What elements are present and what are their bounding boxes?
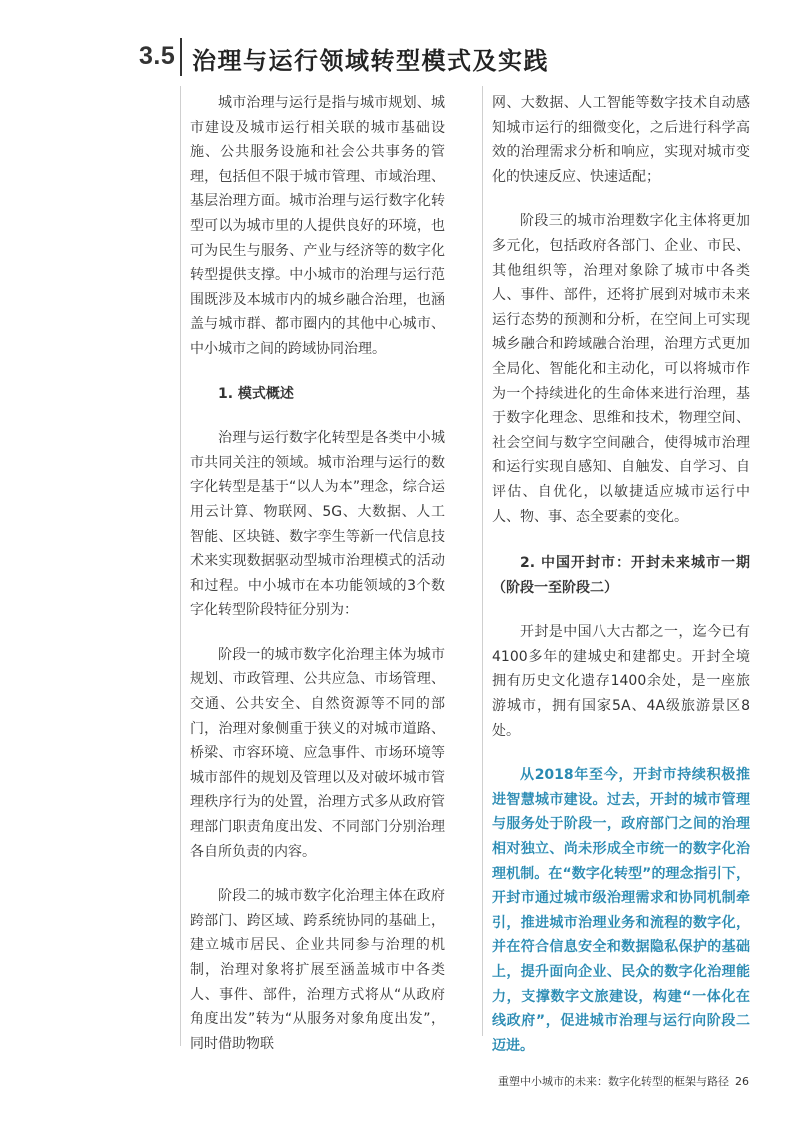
section-header xyxy=(0,38,793,78)
stage1-paragraph: 阶段一的城市数字化治理主体为城市规划、市政管理、公共应急、市场管理、交通、公共安全、自然资源等不同的部门，治理对象侧重于狭义的对城市道路、桥梁、市容环境、应急事件、市场环境等城市部件的规划及管理以及对破坏城市管理秩序行为的处置，治理方式多从政府管理部门职责角度出发、不同部门分别治理各自所负责的内容。 xyxy=(190,646,445,860)
right-column xyxy=(492,91,750,1058)
stage2-paragraph: 阶段二的城市数字化治理主体在政府跨部门、跨区域、跨系统协同的基础上，建立城市居民、企业共同参与治理的机制，治理对象将扩展至涵盖城市中各类人、事件、部件，治理方式将从“从政府角度出发”转为“从服务对象角度出发”，同时借助物联 xyxy=(190,888,445,1052)
page-footer xyxy=(498,1073,749,1089)
kaifeng-highlight-paragraph: 从2018年至今，开封市持续积极推进智慧城市建设。过去，开封的城市管理与服务处于阶段一，政府部门之间的治理相对独立、尚未形成全市统一的数字化治理机制。在“数字化转型”的理念指引下，开封市通过城市级治理需求和协同机制牵引，推进城市治理业务和流程的数字化，并在符合信息安全和数据隐私保护的基础上，提升面向企业、民众的数字化治理能力，支撑数字文旅建设，构建“一体化在线政府”，促进城市治理与运行向阶段二迈进。 xyxy=(492,767,750,1054)
kaifeng-intro-paragraph: 开封是中国八大古都之一，迄今已有4100多年的建城史和建都史。开封全境拥有历史文化遗存1400余处，是一座旅游城市，拥有国家5A、4A级旅游景区8处。 xyxy=(492,624,750,739)
intro-paragraph: 城市治理与运行是指与城市规划、城市建设及城市运行相关联的城市基础设施、公共服务设施和社会公共事务的管理，包括但不限于城市管理、市域治理、基层治理方面。城市治理与运行数字化转型可以为城市里的人提供良好的环境，也可为民生与服务、产业与经济等的数字化转型提供支撑。中小城市的治理与运行范围既涉及本城市内的城乡融合治理，也涵盖与城市群、都市圈内的其他中心城市、中小城市之间的跨域协同治理。 xyxy=(190,95,445,357)
stage2-continued-paragraph: 网、大数据、人工智能等数字技术自动感知城市运行的细微变化，之后进行科学高效的治理需求分析和响应，实现对城市变化的快速反应、快速适配； xyxy=(492,95,750,185)
heading-mode-overview: 1. 模式概述 xyxy=(218,385,294,402)
overview-paragraph: 治理与运行数字化转型是各类中小城市共同关注的领域。城市治理与运行的数字化转型是基于“以人为本”理念，综合运用云计算、物联网、5G、大数据、人工智能、区块链、数字孪生等新一代信息技术来实现数据驱动型城市治理模式的活动和过程。中小城市在本功能领域的3个数字化转型阶段特征分别为： xyxy=(190,430,445,619)
section-number: 3.5 xyxy=(139,42,176,70)
section-title: 治理与运行领域转型模式及实践 xyxy=(192,47,549,75)
right-column-rule xyxy=(482,86,483,1036)
stage3-paragraph: 阶段三的城市治理数字化主体将更加多元化，包括政府各部门、企业、市民、其他组织等，治理对象除了城市中各类人、事件、部件，还将扩展到对城市未来运行态势的预测和分析，在空间上可实现城乡融合和跨域融合治理，治理方式更加全局化、智能化和主动化，可以将城市作为一个持续进化的生命体来进行治理，基于数字化理念、思维和技术，物理空间、社会空间与数字空间融合，使得城市治理和运行实现自感知、自触发、自学习、自评估、自优化，以敏捷适应城市运行中人、物、事、态全要素的变化。 xyxy=(492,213,750,525)
left-column xyxy=(190,91,445,1056)
page-number: 26 xyxy=(735,1075,749,1088)
footer-book-title: 重塑中小城市的未来：数字化转型的框架与路径 xyxy=(498,1075,729,1088)
left-column-rule xyxy=(180,86,181,1046)
heading-kaifeng-case: 2. 中国开封市：开封未来城市一期（阶段一至阶段二） xyxy=(492,555,750,596)
section-divider-bar xyxy=(180,38,182,76)
